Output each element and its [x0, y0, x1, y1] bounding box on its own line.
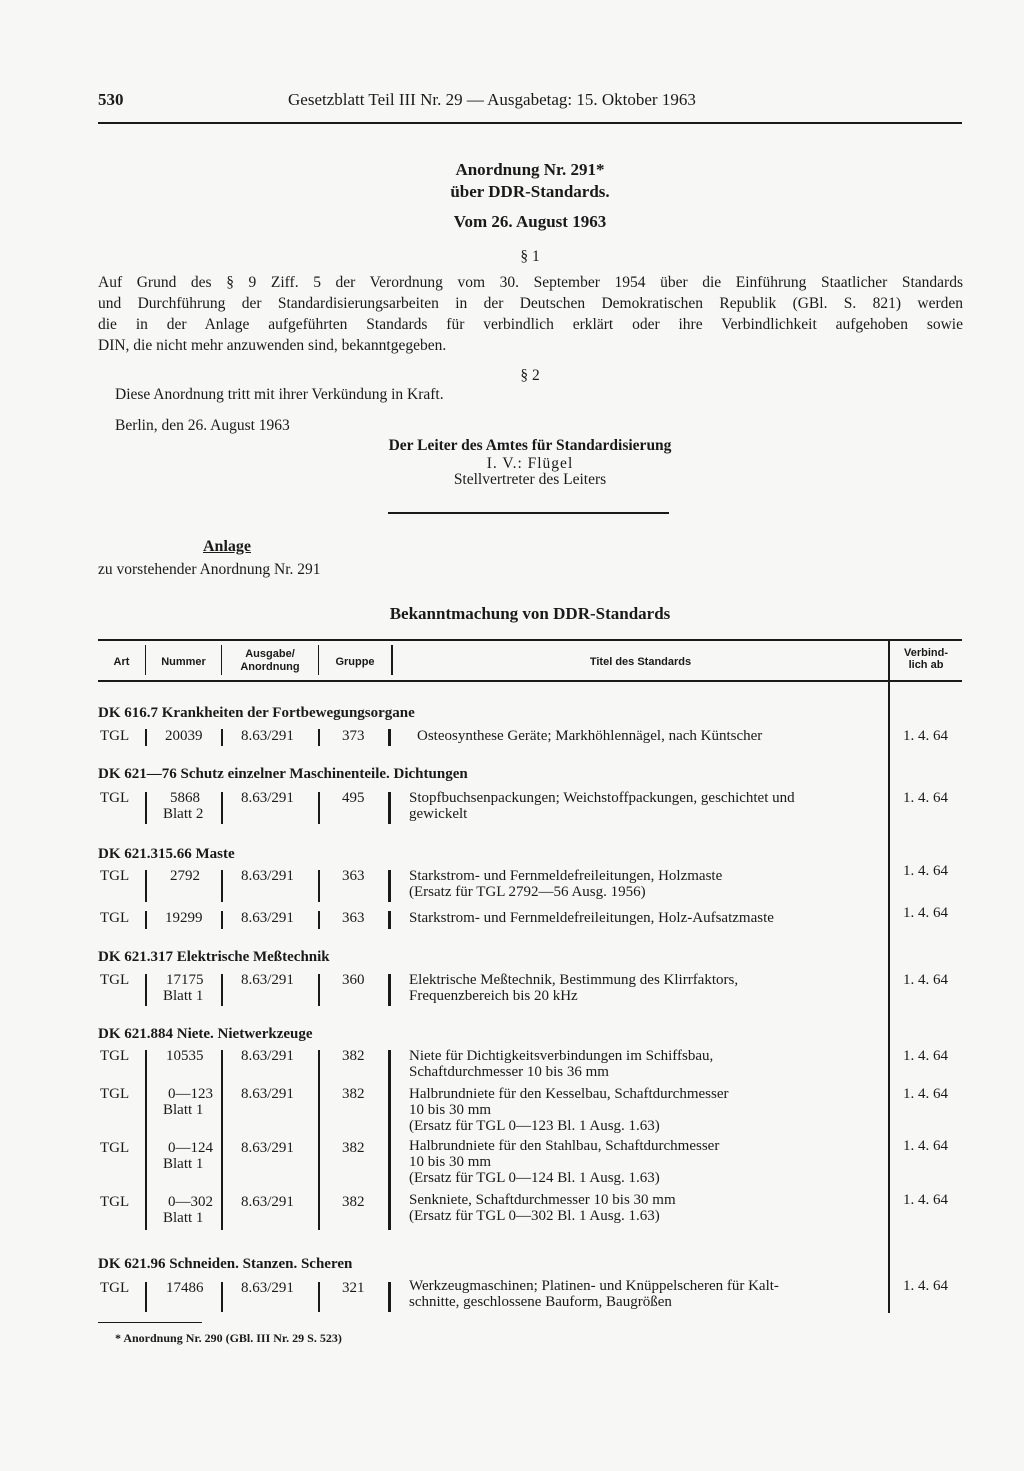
annex-heading: Bekanntmachung von DDR-Standards [389, 604, 671, 623]
cell-art: TGL [100, 1140, 130, 1156]
col-header-titel: Titel des Standards [589, 656, 692, 668]
cell-titel: 10 bis 30 mm [409, 1102, 492, 1118]
cell-nummer-blatt: Blatt 1 [163, 1156, 204, 1172]
cell-titel: Starkstrom- und Fernmeldefreileitungen, Holz-Aufsatzmaste [409, 910, 774, 926]
column-bar [221, 792, 223, 824]
cell-ab: 1. 4. 64 [903, 1278, 948, 1294]
cell-gruppe: 382 [342, 1194, 365, 1210]
cell-gruppe: 360 [342, 972, 365, 988]
cell-ausgabe: 8.63/291 [241, 910, 294, 926]
cell-ab: 1. 4. 64 [903, 1192, 948, 1208]
col-header-nummer: Nummer [161, 656, 206, 668]
cell-titel: Senkniete, Schaftdurchmesser 10 bis 30 mm [409, 1192, 676, 1208]
cell-ausgabe: 8.63/291 [241, 1194, 294, 1210]
cell-titel: (Ersatz für TGL 0—124 Bl. 1 Ausg. 1.63) [409, 1170, 660, 1186]
cell-titel: Halbrundniete für den Kesselbau, Schaftdurchmesser [409, 1086, 729, 1102]
cell-art: TGL [100, 728, 130, 744]
column-bar [145, 911, 147, 929]
column-bar [388, 1050, 391, 1230]
column-bar [221, 974, 223, 1006]
cell-nummer: 19299 [165, 910, 203, 926]
section-1-text [98, 272, 963, 356]
place-date: Berlin, den 26. August 1963 [115, 417, 290, 434]
column-bar [388, 1282, 391, 1312]
table-header-rule [98, 680, 962, 682]
col-header-art: Art [113, 656, 130, 668]
header-rule [98, 122, 962, 124]
cell-ab: 1. 4. 64 [903, 972, 948, 988]
cell-ausgabe: 8.63/291 [241, 1140, 294, 1156]
col-header-anordnung: Anordnung [240, 661, 300, 673]
cell-ausgabe: 8.63/291 [241, 1280, 294, 1296]
cell-titel: Frequenzbereich bis 20 kHz [409, 988, 578, 1004]
cell-nummer-blatt: Blatt 1 [163, 1102, 204, 1118]
cell-nummer: 17486 [166, 1280, 204, 1296]
cell-titel: (Ersatz für TGL 0—123 Bl. 1 Ausg. 1.63) [409, 1118, 660, 1134]
column-bar [221, 911, 223, 929]
column-bar [145, 1282, 147, 1312]
cell-nummer-blatt: Blatt 1 [163, 988, 204, 1004]
section-heading: DK 621.96 Schneiden. Stanzen. Scheren [98, 1256, 353, 1272]
cell-gruppe: 382 [342, 1048, 365, 1064]
column-bar [318, 1050, 320, 1230]
cell-ausgabe: 8.63/291 [241, 1048, 294, 1064]
column-bar [145, 870, 147, 902]
column-bar [221, 1282, 223, 1312]
section-1-line: DIN, die nicht mehr anzuwenden sind, bekanntgegeben. [98, 337, 447, 354]
cell-ab: 1. 4. 64 [903, 905, 948, 921]
column-bar [388, 870, 391, 902]
cell-ausgabe: 8.63/291 [241, 790, 294, 806]
column-bar [318, 792, 320, 824]
cell-nummer: 5868 [170, 790, 200, 806]
cell-ausgabe: 8.63/291 [241, 972, 294, 988]
cell-titel: Schaftdurchmesser 10 bis 36 mm [409, 1064, 609, 1080]
column-bar [145, 1050, 147, 1230]
signature-role: Stellvertreter des Leiters [453, 471, 607, 488]
section-1-line: die in der Anlage aufgeführten Standards für verbindlich erklärt oder ihre Verbindlichkeit aufgehoben sowie [98, 316, 963, 333]
cell-titel: Elektrische Meßtechnik, Bestimmung des Klirrfaktors, [409, 972, 739, 988]
cell-art: TGL [100, 1280, 130, 1296]
cell-art: TGL [100, 790, 130, 806]
cell-nummer-blatt: Blatt 1 [163, 1210, 204, 1226]
cell-art: TGL [100, 972, 130, 988]
signature-name: I. V.: Flügel [486, 455, 574, 472]
column-bar [221, 870, 223, 902]
section-heading: DK 621.317 Elektrische Meßtechnik [98, 949, 330, 965]
cell-nummer-blatt: Blatt 2 [163, 806, 204, 822]
section-1-heading: § 1 [520, 248, 540, 265]
cell-titel: Stopfbuchsenpackungen; Weichstoffpackungen, geschichtet und [409, 790, 795, 806]
col-header-lich-ab: lich ab [908, 659, 944, 671]
section-heading: DK 621—76 Schutz einzelner Maschinenteile. Dichtungen [98, 766, 468, 782]
section-1-line: und Durchführung der Standardisierungsarbeiten in der Deutschen Demokratischen Republik (GBl. S. 821) werden [98, 295, 963, 312]
cell-titel: Niete für Dichtigkeitsverbindungen im Schiffsbau, [409, 1048, 714, 1064]
cell-nummer: 10535 [166, 1048, 204, 1064]
column-bar [221, 729, 223, 746]
cell-ab: 1. 4. 64 [903, 728, 948, 744]
cell-titel: Starkstrom- und Fernmeldefreileitungen, Holzmaste [409, 868, 723, 884]
column-bar [318, 974, 320, 1006]
column-bar [145, 729, 147, 746]
column-bar [145, 792, 147, 824]
cell-ausgabe: 8.63/291 [241, 728, 294, 744]
cell-titel: (Ersatz für TGL 0—302 Bl. 1 Ausg. 1.63) [409, 1208, 660, 1224]
column-bar [388, 729, 391, 746]
cell-gruppe: 382 [342, 1086, 365, 1102]
ab-column-rule [888, 641, 890, 1313]
cell-art: TGL [100, 868, 130, 884]
col-header-gruppe: Gruppe [335, 656, 375, 668]
annex-title: Anlage [203, 538, 251, 555]
footnote-rule [98, 1322, 202, 1323]
running-title: Gesetzblatt Teil III Nr. 29 — Ausgabetag: 15. Oktober 1963 [288, 90, 696, 109]
cell-ab: 1. 4. 64 [903, 1138, 948, 1154]
cell-ab: 1. 4. 64 [903, 790, 948, 806]
cell-titel: (Ersatz für TGL 2792—56 Ausg. 1956) [409, 884, 646, 900]
column-bar [388, 974, 391, 1006]
cell-nummer: 0—124 [168, 1140, 213, 1156]
column-bar [388, 792, 391, 824]
cell-titel: Halbrundniete für den Stahlbau, Schaftdurchmesser [409, 1138, 720, 1154]
cell-art: TGL [100, 1086, 130, 1102]
cell-gruppe: 321 [342, 1280, 365, 1296]
signature-office: Der Leiter des Amtes für Standardisierung [388, 437, 672, 454]
column-bar [221, 1050, 223, 1230]
cell-nummer: 2792 [170, 868, 200, 884]
cell-gruppe: 373 [342, 728, 365, 744]
cell-gruppe: 363 [342, 868, 365, 884]
ordinance-title: Anordnung Nr. 291* [455, 160, 605, 179]
column-bar [145, 974, 147, 1006]
column-bar [318, 729, 320, 746]
footnote: * Anordnung Nr. 290 (GBl. III Nr. 29 S. 523) [115, 1331, 342, 1345]
cell-ausgabe: 8.63/291 [241, 868, 294, 884]
section-heading: DK 621.884 Niete. Nietwerkzeuge [98, 1026, 313, 1042]
cell-gruppe: 363 [342, 910, 365, 926]
cell-nummer: 20039 [165, 728, 203, 744]
cell-titel: Osteosynthese Geräte; Markhöhlennägel, nach Küntscher [417, 728, 763, 744]
column-bar [318, 1282, 320, 1312]
cell-gruppe: 495 [342, 790, 365, 806]
cell-titel: 10 bis 30 mm [409, 1154, 492, 1170]
cell-titel: gewickelt [409, 806, 468, 822]
separator-rule [388, 512, 669, 514]
column-bar [318, 911, 320, 929]
cell-ab: 1. 4. 64 [903, 1048, 948, 1064]
col-header-verbindlich: Verbind- [903, 647, 948, 659]
cell-nummer: 17175 [166, 972, 204, 988]
section-2-text: Diese Anordnung tritt mit ihrer Verkündung in Kraft. [115, 386, 444, 403]
col-header-ausgabe: Ausgabe/ [245, 648, 295, 660]
cell-titel: Werkzeugmaschinen; Platinen- und Knüppelscheren für Kalt- [409, 1278, 779, 1294]
cell-art: TGL [100, 1194, 130, 1210]
section-2-heading: § 2 [520, 367, 540, 384]
section-heading: DK 616.7 Krankheiten der Fortbewegungsorgane [98, 705, 415, 721]
cell-nummer: 0—123 [168, 1086, 213, 1102]
cell-art: TGL [100, 1048, 130, 1064]
cell-ab: 1. 4. 64 [903, 1086, 948, 1102]
cell-ab: 1. 4. 64 [903, 863, 948, 879]
table-top-rule [98, 639, 962, 641]
ordinance-subtitle: über DDR-Standards. [450, 182, 610, 201]
cell-gruppe: 382 [342, 1140, 365, 1156]
cell-titel: schnitte, geschlossene Bauform, Baugrößen [409, 1294, 672, 1310]
section-1-line: Auf Grund des § 9 Ziff. 5 der Verordnung vom 30. September 1954 über die Einführung Staatlicher Standards [98, 274, 963, 291]
cell-ausgabe: 8.63/291 [241, 1086, 294, 1102]
ordinance-date: Vom 26. August 1963 [453, 212, 607, 231]
page-number: 530 [98, 90, 124, 109]
column-bar [388, 911, 391, 929]
annex-subtitle: zu vorstehender Anordnung Nr. 291 [98, 561, 321, 578]
column-bar [318, 870, 320, 902]
cell-nummer: 0—302 [168, 1194, 213, 1210]
section-heading: DK 621.315.66 Maste [98, 846, 235, 862]
cell-art: TGL [100, 910, 130, 926]
